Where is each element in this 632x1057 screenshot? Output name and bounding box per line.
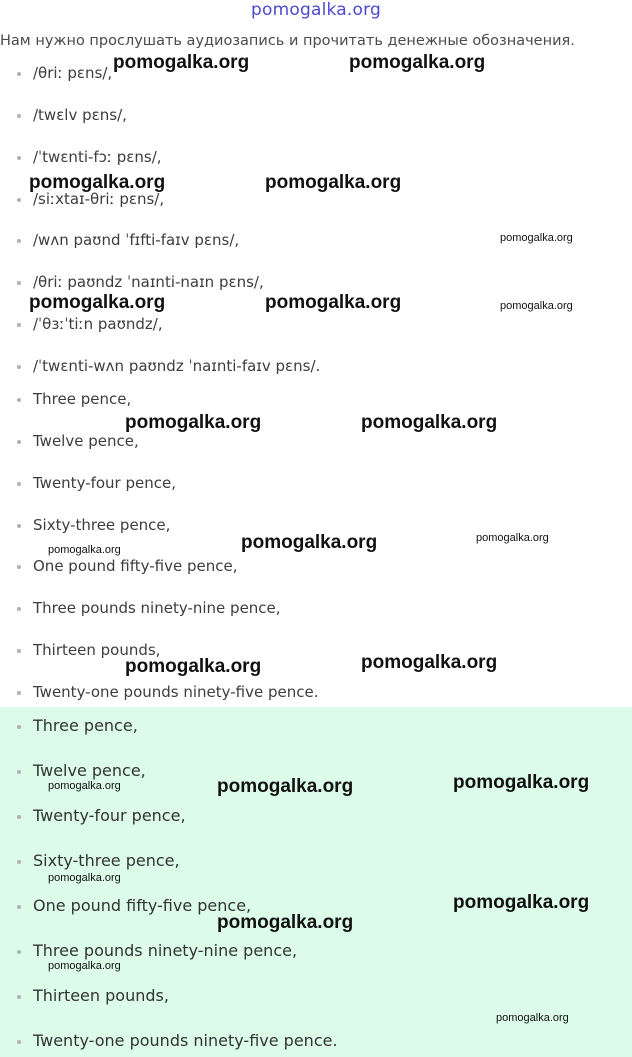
bullet <box>17 323 21 327</box>
list-item <box>17 390 131 408</box>
word-text: One pound fifty-five pence, <box>33 557 238 575</box>
bullet <box>17 156 21 160</box>
watermark: pomogalka.org <box>217 912 354 933</box>
word-text: Twelve pence, <box>33 432 139 450</box>
watermark: pomogalka.org <box>500 300 573 312</box>
intro-text: Нам нужно прослушать аудиозапись и прочитать денежные обозначения. <box>0 33 575 49</box>
bullet <box>17 524 21 528</box>
bullet <box>17 398 21 402</box>
transcription-text: /ˈtwɛnti-fɔː pɛns/, <box>33 148 162 166</box>
word-text: Sixty-three pence, <box>33 516 171 534</box>
list-item <box>17 148 162 166</box>
list-item <box>17 683 319 701</box>
answer-text: Twelve pence, <box>33 761 146 780</box>
answer-text: Three pounds ninety-nine pence, <box>33 941 298 960</box>
watermark: pomogalka.org <box>241 532 378 553</box>
watermark: pomogalka.org <box>349 52 486 73</box>
answer-item <box>17 716 138 735</box>
watermark: pomogalka.org <box>265 172 402 193</box>
watermark: pomogalka.org <box>453 772 590 793</box>
transcription-text: /ˈtwɛnti-wʌn paʊndz ˈnaɪnti-faɪv pɛns/. <box>33 357 321 375</box>
answer-text: Sixty-three pence, <box>33 851 180 870</box>
list-item <box>17 106 127 124</box>
watermark: pomogalka.org <box>217 776 354 797</box>
word-text: Thirteen pounds, <box>33 641 161 659</box>
watermark: pomogalka.org <box>125 412 262 433</box>
transcription-text: /θriː pɛns/, <box>33 64 113 82</box>
bullet <box>17 482 21 486</box>
answer-item <box>17 1031 338 1050</box>
watermark: pomogalka.org <box>125 656 262 677</box>
list-item <box>17 273 264 291</box>
watermark: pomogalka.org <box>500 232 573 244</box>
bullet <box>17 725 21 729</box>
top-watermark: pomogalka.org <box>251 0 381 20</box>
answer-text: Three pence, <box>33 716 138 735</box>
bullet <box>17 607 21 611</box>
list-item <box>17 315 163 333</box>
bullet <box>17 198 21 202</box>
watermark: pomogalka.org <box>113 52 250 73</box>
watermark: pomogalka.org <box>29 172 166 193</box>
watermark: pomogalka.org <box>361 652 498 673</box>
bullet <box>17 995 21 999</box>
bullet <box>17 365 21 369</box>
watermark: pomogalka.org <box>48 960 121 972</box>
watermark: pomogalka.org <box>476 532 549 544</box>
list-item <box>17 516 170 534</box>
answer-item <box>17 851 180 870</box>
list-item <box>17 357 320 375</box>
list-item <box>17 231 239 249</box>
watermark: pomogalka.org <box>48 780 121 792</box>
watermark: pomogalka.org <box>48 544 121 556</box>
bullet <box>17 239 21 243</box>
bullet <box>17 440 21 444</box>
bullet <box>17 565 21 569</box>
list-item <box>17 557 238 575</box>
bullet <box>17 649 21 653</box>
bullet <box>17 114 21 118</box>
bullet <box>17 72 21 76</box>
word-text: Three pence, <box>33 390 132 408</box>
bullet <box>17 691 21 695</box>
list-item <box>17 474 176 492</box>
answer-text: Twenty-one pounds ninety-five pence. <box>33 1031 338 1050</box>
watermark: pomogalka.org <box>453 892 590 913</box>
transcription-text: /θriː paʊndz ˈnaɪnti-naɪn pɛns/, <box>33 273 264 291</box>
bullet <box>17 905 21 909</box>
transcription-text: /siːxtaɪ-θriː pɛns/, <box>33 190 165 208</box>
answer-text: Thirteen pounds, <box>33 986 169 1005</box>
answer-item <box>17 941 297 960</box>
transcription-text: /twɛlv pɛns/, <box>33 106 127 124</box>
word-text: Twenty-four pence, <box>33 474 176 492</box>
answer-item <box>17 761 146 780</box>
watermark: pomogalka.org <box>29 292 166 313</box>
list-item <box>17 64 112 82</box>
answer-item <box>17 806 186 825</box>
bullet <box>17 815 21 819</box>
bullet <box>17 770 21 774</box>
bullet <box>17 1040 21 1044</box>
watermark: pomogalka.org <box>48 872 121 884</box>
watermark: pomogalka.org <box>496 1012 569 1024</box>
transcription-text: /wʌn paʊnd ˈfɪfti-faɪv pɛns/, <box>33 231 240 249</box>
list-item <box>17 432 139 450</box>
word-text: Twenty-one pounds ninety-five pence. <box>33 683 319 701</box>
bullet <box>17 281 21 285</box>
bullet <box>17 950 21 954</box>
bullet <box>17 860 21 864</box>
watermark: pomogalka.org <box>361 412 498 433</box>
answer-text: One pound fifty-five pence, <box>33 896 252 915</box>
watermark: pomogalka.org <box>265 292 402 313</box>
answer-item <box>17 986 169 1005</box>
transcription-text: /ˈθɜːˈtiːn paʊndz/, <box>33 315 163 333</box>
word-text: Three pounds ninety-nine pence, <box>33 599 281 617</box>
list-item <box>17 599 281 617</box>
answer-text: Twenty-four pence, <box>33 806 186 825</box>
